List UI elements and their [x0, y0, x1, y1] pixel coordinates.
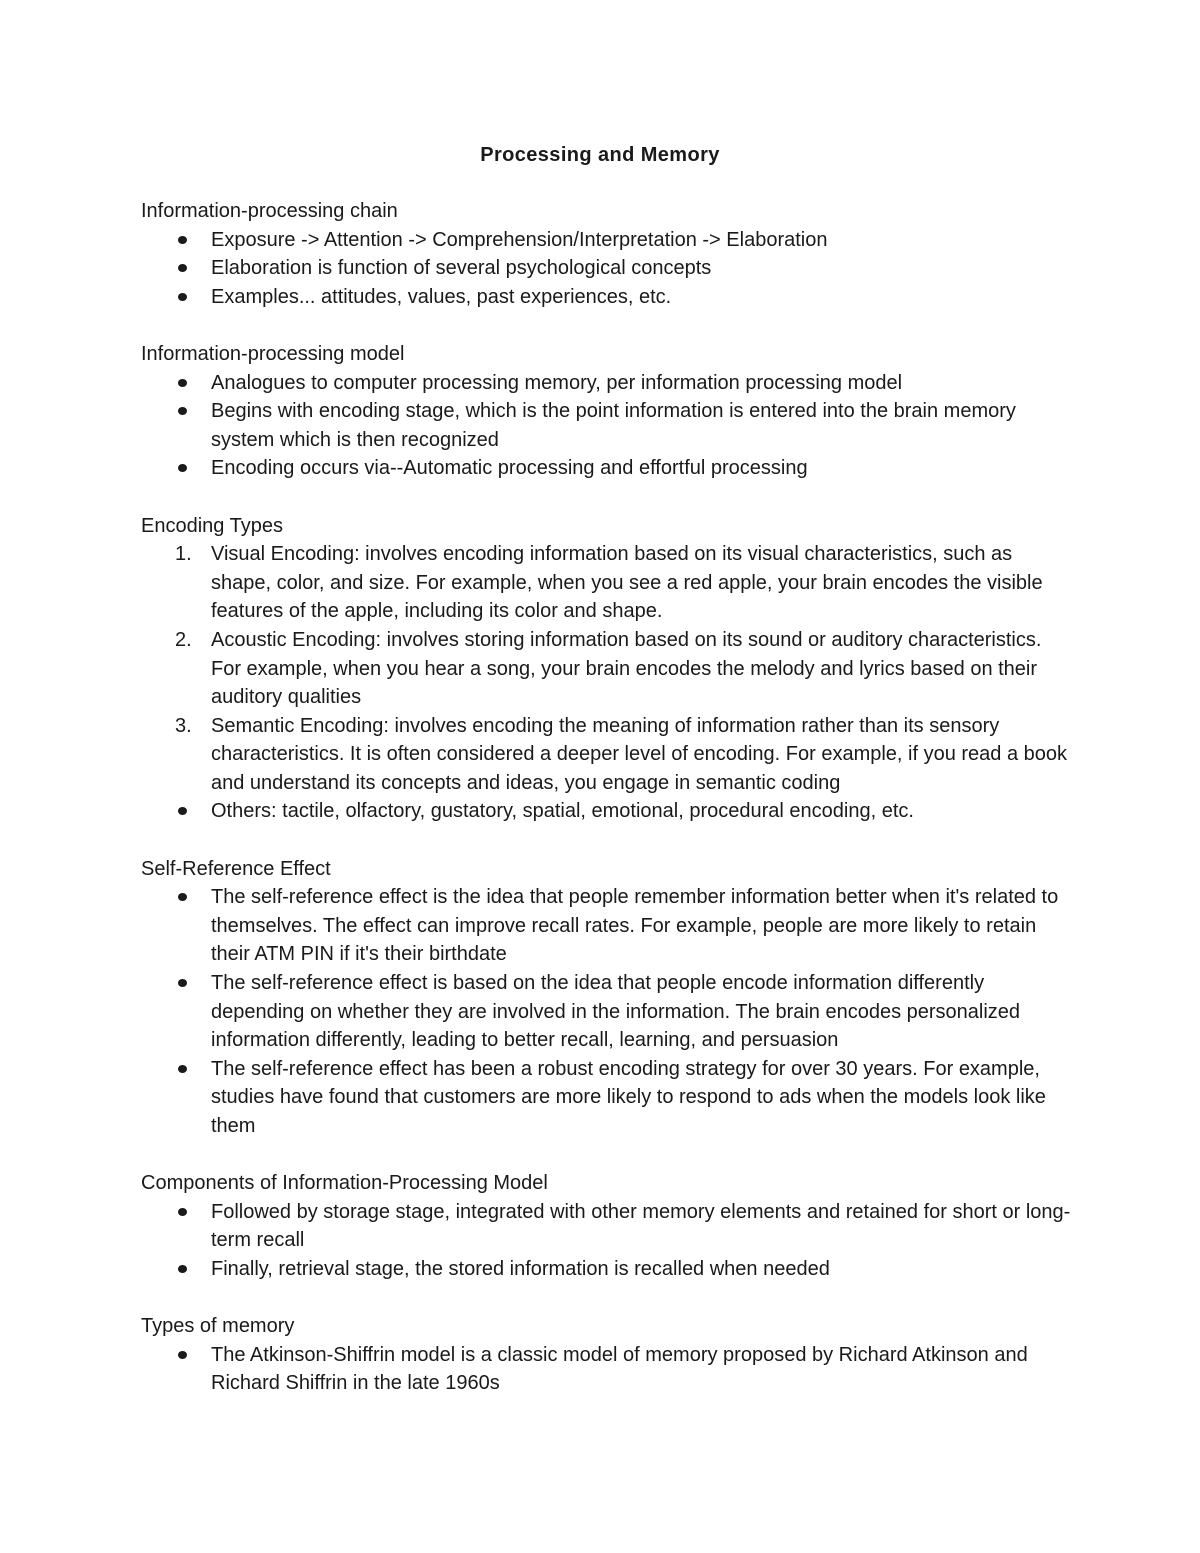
bullet-list — [141, 226, 1071, 312]
bullet-icon — [178, 1351, 187, 1359]
list-item — [141, 1055, 1071, 1141]
page-title: Processing and Memory — [480, 144, 720, 166]
bullet-list — [141, 797, 1071, 826]
section-information-processing-model — [141, 340, 1071, 483]
list-item-text: The self-reference effect is based on the idea that people encode information differently depending on whether they are involved in the information. The brain encodes personalized information differently, leading to better recall, learning, and persuasion — [211, 972, 1021, 1052]
list-item-text: Followed by storage stage, integrated with other memory elements and retained for short or long-term recall — [211, 1200, 1071, 1252]
list-item — [141, 254, 1071, 283]
list-item-text: Acoustic Encoding: involves storing information based on its sound or auditory characteristics. For example, when you hear a song, your brain encodes the melody and lyrics based on their auditory qualities — [211, 628, 1042, 709]
numbered-item — [141, 626, 1071, 712]
section-heading: Information-processing model — [141, 342, 405, 365]
list-item — [141, 1198, 1071, 1255]
list-item — [141, 226, 1071, 255]
section-heading: Information-processing chain — [141, 200, 398, 222]
section-heading: Components of Information-Processing Model — [141, 1172, 548, 1195]
bullet-list — [141, 1198, 1071, 1284]
document-body — [141, 197, 1071, 1427]
bullet-icon — [178, 293, 187, 301]
bullet-icon — [178, 464, 187, 472]
bullet-icon — [178, 1065, 187, 1073]
list-item-text: Others: tactile, olfactory, gustatory, spatial, emotional, procedural encoding, etc. — [211, 800, 914, 823]
section-encoding-types — [141, 512, 1071, 827]
list-item-text: Finally, retrieval stage, the stored information is recalled when needed — [211, 1257, 830, 1280]
bullet-list — [141, 369, 1071, 483]
list-item — [141, 397, 1071, 454]
list-item-text: The self-reference effect is the idea that people remember information better when it's related to themselves. The effect can improve recall rates. For example, people are more likely to retain their ATM PIN if it's their birthdate — [211, 886, 1059, 966]
bullet-icon — [178, 236, 187, 244]
bullet-icon — [178, 1208, 187, 1216]
item-number: 1. — [175, 543, 192, 566]
list-item-text: Examples... attitudes, values, past experiences, etc. — [211, 285, 672, 308]
bullet-list — [141, 1341, 1071, 1398]
section-self-reference-effect — [141, 855, 1071, 1141]
list-item — [141, 1255, 1071, 1284]
bullet-list — [141, 883, 1071, 1140]
bullet-icon — [178, 979, 187, 987]
bullet-icon — [178, 893, 187, 901]
bullet-icon — [178, 407, 187, 415]
list-item — [141, 283, 1071, 312]
list-item-text: The self-reference effect has been a robust encoding strategy for over 30 years. For example, studies have found that customers are more likely to respond to ads when the models look like them — [211, 1057, 1046, 1137]
section-heading: Self-Reference Effect — [141, 857, 331, 880]
bullet-icon — [178, 1265, 187, 1273]
list-item-text: Exposure -> Attention -> Comprehension/Interpretation -> Elaboration — [211, 228, 828, 251]
list-item-text: Visual Encoding: involves encoding information based on its visual characteristics, such as shape, color, and size. For example, when you see a red apple, your brain encodes the visible features of the apple, including its color and shape. — [211, 543, 1043, 623]
bullet-icon — [178, 379, 187, 387]
list-item-text: Elaboration is function of several psychological concepts — [211, 257, 712, 280]
list-item — [141, 883, 1071, 969]
section-components — [141, 1169, 1071, 1283]
list-item — [141, 969, 1071, 1055]
list-item-text: Encoding occurs via--Automatic processing and effortful processing — [211, 457, 808, 480]
section-heading: Encoding Types — [141, 514, 283, 537]
section-information-processing-chain — [141, 197, 1071, 311]
list-item-text: Analogues to computer processing memory, per information processing model — [211, 371, 903, 394]
section-heading: Types of memory — [141, 1315, 295, 1338]
numbered-item — [141, 540, 1071, 626]
list-item — [141, 369, 1071, 398]
list-item-text: Begins with encoding stage, which is the point information is entered into the brain memory system which is then recognized — [211, 400, 1016, 451]
list-item-text: Semantic Encoding: involves encoding the meaning of information rather than its sensory characteristics. It is often considered a deeper level of encoding. For example, if you read a book and understand its concepts and ideas, you engage in semantic coding — [211, 714, 1068, 794]
list-item — [141, 797, 1071, 826]
item-number: 2. — [175, 628, 192, 651]
list-item-text: The Atkinson-Shiffrin model is a classic model of memory proposed by Richard Atkinson and Richard Shiffrin in the late 1960s — [211, 1343, 1028, 1395]
item-number: 3. — [175, 714, 192, 737]
numbered-list — [141, 540, 1071, 797]
bullet-icon — [178, 807, 187, 815]
list-item — [141, 1341, 1071, 1398]
list-item — [141, 454, 1071, 483]
bullet-icon — [178, 264, 187, 272]
numbered-item — [141, 712, 1071, 798]
section-types-of-memory — [141, 1312, 1071, 1398]
